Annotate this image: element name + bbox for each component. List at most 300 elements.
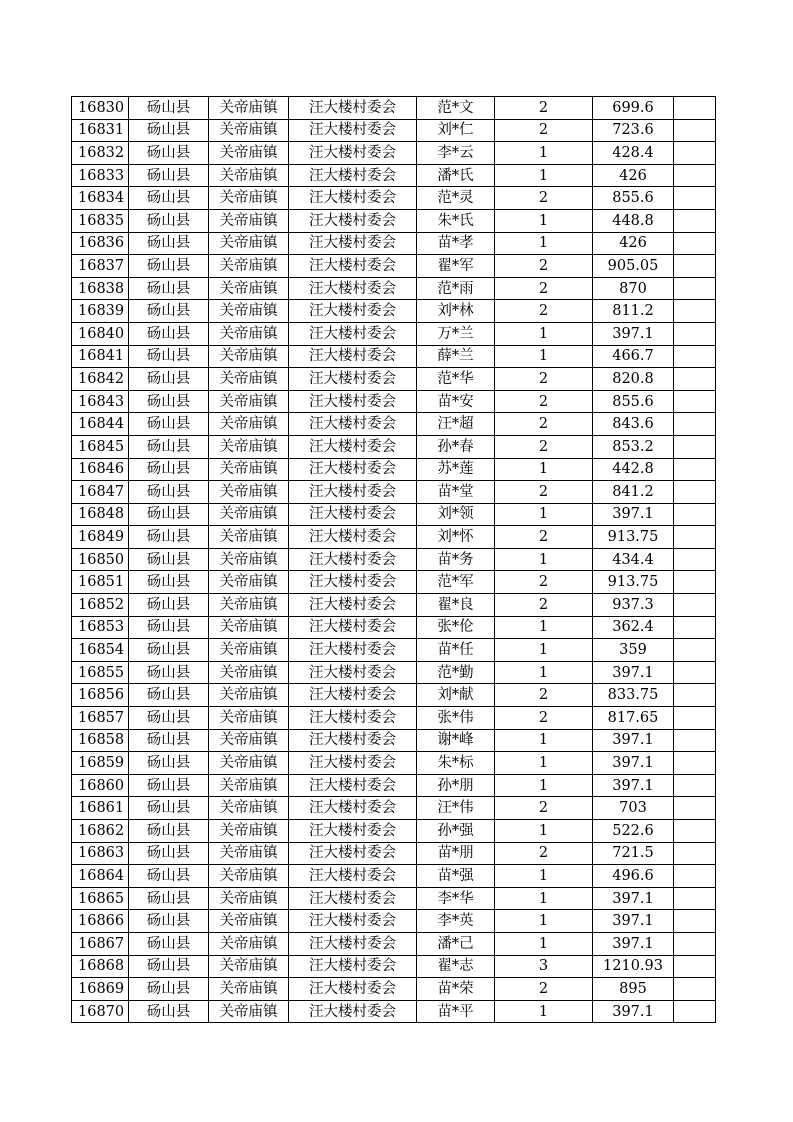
name-cell: 苗*平 <box>417 1000 495 1023</box>
household-size-cell: 1 <box>495 729 593 752</box>
town-cell: 关帝庙镇 <box>209 820 289 843</box>
household-size-cell: 2 <box>495 526 593 549</box>
name-cell: 孙*朋 <box>417 774 495 797</box>
household-size-cell: 2 <box>495 300 593 323</box>
record-id-cell: 16839 <box>72 300 129 323</box>
household-size-cell: 2 <box>495 368 593 391</box>
amount-cell: 841.2 <box>593 481 674 504</box>
village-committee-cell: 汪大楼村委会 <box>289 639 417 662</box>
household-size-cell: 1 <box>495 232 593 255</box>
name-cell: 刘*仁 <box>417 119 495 142</box>
county-cell: 砀山县 <box>129 842 209 865</box>
table-row <box>72 729 716 752</box>
table-row <box>72 119 716 142</box>
table-row <box>72 390 716 413</box>
town-cell: 关帝庙镇 <box>209 639 289 662</box>
village-committee-cell: 汪大楼村委会 <box>289 345 417 368</box>
remark-cell <box>674 639 716 662</box>
town-cell: 关帝庙镇 <box>209 255 289 278</box>
name-cell: 潘*己 <box>417 932 495 955</box>
village-committee-cell: 汪大楼村委会 <box>289 481 417 504</box>
household-size-cell: 1 <box>495 820 593 843</box>
table-row <box>72 932 716 955</box>
village-committee-cell: 汪大楼村委会 <box>289 368 417 391</box>
village-committee-cell: 汪大楼村委会 <box>289 548 417 571</box>
remark-cell <box>674 684 716 707</box>
county-cell: 砀山县 <box>129 390 209 413</box>
county-cell: 砀山县 <box>129 548 209 571</box>
village-committee-cell: 汪大楼村委会 <box>289 164 417 187</box>
town-cell: 关帝庙镇 <box>209 548 289 571</box>
table-row <box>72 322 716 345</box>
town-cell: 关帝庙镇 <box>209 910 289 933</box>
county-cell: 砀山县 <box>129 752 209 775</box>
remark-cell <box>674 752 716 775</box>
county-cell: 砀山县 <box>129 865 209 888</box>
record-id-cell: 16864 <box>72 865 129 888</box>
remark-cell <box>674 119 716 142</box>
county-cell: 砀山县 <box>129 435 209 458</box>
amount-cell: 855.6 <box>593 187 674 210</box>
remark-cell <box>674 865 716 888</box>
name-cell: 刘*领 <box>417 503 495 526</box>
amount-cell: 426 <box>593 232 674 255</box>
village-committee-cell: 汪大楼村委会 <box>289 232 417 255</box>
town-cell: 关帝庙镇 <box>209 481 289 504</box>
amount-cell: 397.1 <box>593 752 674 775</box>
record-id-cell: 16866 <box>72 910 129 933</box>
town-cell: 关帝庙镇 <box>209 277 289 300</box>
county-cell: 砀山县 <box>129 887 209 910</box>
table-row <box>72 481 716 504</box>
remark-cell <box>674 774 716 797</box>
remark-cell <box>674 232 716 255</box>
amount-cell: 362.4 <box>593 616 674 639</box>
remark-cell <box>674 955 716 978</box>
town-cell: 关帝庙镇 <box>209 97 289 120</box>
village-committee-cell: 汪大楼村委会 <box>289 661 417 684</box>
village-committee-cell: 汪大楼村委会 <box>289 571 417 594</box>
table-row <box>72 413 716 436</box>
name-cell: 翟*军 <box>417 255 495 278</box>
remark-cell <box>674 729 716 752</box>
remark-cell <box>674 571 716 594</box>
village-committee-cell: 汪大楼村委会 <box>289 119 417 142</box>
record-id-cell: 16863 <box>72 842 129 865</box>
record-id-cell: 16856 <box>72 684 129 707</box>
record-id-cell: 16861 <box>72 797 129 820</box>
household-size-cell: 1 <box>495 932 593 955</box>
table-row <box>72 752 716 775</box>
amount-cell: 397.1 <box>593 1000 674 1023</box>
remark-cell <box>674 503 716 526</box>
remark-cell <box>674 97 716 120</box>
record-id-cell: 16830 <box>72 97 129 120</box>
town-cell: 关帝庙镇 <box>209 661 289 684</box>
record-id-cell: 16853 <box>72 616 129 639</box>
county-cell: 砀山县 <box>129 616 209 639</box>
amount-cell: 699.6 <box>593 97 674 120</box>
table-row <box>72 164 716 187</box>
town-cell: 关帝庙镇 <box>209 142 289 165</box>
amount-cell: 843.6 <box>593 413 674 436</box>
record-id-cell: 16869 <box>72 978 129 1001</box>
household-size-cell: 2 <box>495 571 593 594</box>
amount-cell: 833.75 <box>593 684 674 707</box>
town-cell: 关帝庙镇 <box>209 187 289 210</box>
table-row <box>72 209 716 232</box>
county-cell: 砀山县 <box>129 571 209 594</box>
record-id-cell: 16832 <box>72 142 129 165</box>
record-id-cell: 16833 <box>72 164 129 187</box>
table-row <box>72 277 716 300</box>
remark-cell <box>674 978 716 1001</box>
village-committee-cell: 汪大楼村委会 <box>289 97 417 120</box>
name-cell: 谢*峰 <box>417 729 495 752</box>
record-id-cell: 16835 <box>72 209 129 232</box>
name-cell: 潘*氏 <box>417 164 495 187</box>
amount-cell: 723.6 <box>593 119 674 142</box>
amount-cell: 397.1 <box>593 910 674 933</box>
county-cell: 砀山县 <box>129 910 209 933</box>
amount-cell: 895 <box>593 978 674 1001</box>
village-committee-cell: 汪大楼村委会 <box>289 594 417 617</box>
remark-cell <box>674 390 716 413</box>
name-cell: 李*英 <box>417 910 495 933</box>
village-committee-cell: 汪大楼村委会 <box>289 255 417 278</box>
amount-cell: 397.1 <box>593 887 674 910</box>
amount-cell: 522.6 <box>593 820 674 843</box>
county-cell: 砀山县 <box>129 481 209 504</box>
village-committee-cell: 汪大楼村委会 <box>289 413 417 436</box>
household-size-cell: 1 <box>495 164 593 187</box>
amount-cell: 442.8 <box>593 458 674 481</box>
county-cell: 砀山县 <box>129 684 209 707</box>
amount-cell: 428.4 <box>593 142 674 165</box>
table-row <box>72 255 716 278</box>
village-committee-cell: 汪大楼村委会 <box>289 142 417 165</box>
record-id-cell: 16834 <box>72 187 129 210</box>
amount-cell: 703 <box>593 797 674 820</box>
household-size-cell: 2 <box>495 435 593 458</box>
county-cell: 砀山县 <box>129 707 209 730</box>
table-row <box>72 548 716 571</box>
record-id-cell: 16844 <box>72 413 129 436</box>
table-row <box>72 955 716 978</box>
name-cell: 苗*荣 <box>417 978 495 1001</box>
village-committee-cell: 汪大楼村委会 <box>289 322 417 345</box>
record-id-cell: 16837 <box>72 255 129 278</box>
county-cell: 砀山县 <box>129 458 209 481</box>
county-cell: 砀山县 <box>129 368 209 391</box>
record-id-cell: 16865 <box>72 887 129 910</box>
village-committee-cell: 汪大楼村委会 <box>289 955 417 978</box>
table-row <box>72 232 716 255</box>
village-committee-cell: 汪大楼村委会 <box>289 752 417 775</box>
name-cell: 范*军 <box>417 571 495 594</box>
table-row <box>72 684 716 707</box>
household-size-cell: 1 <box>495 142 593 165</box>
county-cell: 砀山县 <box>129 413 209 436</box>
name-cell: 苗*任 <box>417 639 495 662</box>
town-cell: 关帝庙镇 <box>209 707 289 730</box>
amount-cell: 359 <box>593 639 674 662</box>
amount-cell: 397.1 <box>593 503 674 526</box>
table-row <box>72 458 716 481</box>
table-row <box>72 142 716 165</box>
remark-cell <box>674 345 716 368</box>
county-cell: 砀山县 <box>129 255 209 278</box>
town-cell: 关帝庙镇 <box>209 345 289 368</box>
amount-cell: 820.8 <box>593 368 674 391</box>
household-size-cell: 1 <box>495 1000 593 1023</box>
household-size-cell: 2 <box>495 413 593 436</box>
town-cell: 关帝庙镇 <box>209 865 289 888</box>
name-cell: 苗*堂 <box>417 481 495 504</box>
record-id-cell: 16836 <box>72 232 129 255</box>
name-cell: 李*云 <box>417 142 495 165</box>
record-id-cell: 16867 <box>72 932 129 955</box>
record-id-cell: 16831 <box>72 119 129 142</box>
household-size-cell: 2 <box>495 842 593 865</box>
county-cell: 砀山县 <box>129 300 209 323</box>
record-id-cell: 16840 <box>72 322 129 345</box>
town-cell: 关帝庙镇 <box>209 978 289 1001</box>
county-cell: 砀山县 <box>129 797 209 820</box>
village-committee-cell: 汪大楼村委会 <box>289 729 417 752</box>
county-cell: 砀山县 <box>129 1000 209 1023</box>
household-size-cell: 1 <box>495 887 593 910</box>
name-cell: 翟*志 <box>417 955 495 978</box>
household-size-cell: 1 <box>495 503 593 526</box>
name-cell: 孙*强 <box>417 820 495 843</box>
household-size-cell: 1 <box>495 639 593 662</box>
table-row <box>72 978 716 1001</box>
record-id-cell: 16850 <box>72 548 129 571</box>
town-cell: 关帝庙镇 <box>209 752 289 775</box>
household-size-cell: 2 <box>495 255 593 278</box>
remark-cell <box>674 526 716 549</box>
town-cell: 关帝庙镇 <box>209 684 289 707</box>
amount-cell: 913.75 <box>593 571 674 594</box>
remark-cell <box>674 255 716 278</box>
table-row <box>72 865 716 888</box>
record-id-cell: 16854 <box>72 639 129 662</box>
name-cell: 范*勤 <box>417 661 495 684</box>
table-row <box>72 616 716 639</box>
county-cell: 砀山县 <box>129 322 209 345</box>
amount-cell: 913.75 <box>593 526 674 549</box>
town-cell: 关帝庙镇 <box>209 164 289 187</box>
remark-cell <box>674 300 716 323</box>
remark-cell <box>674 322 716 345</box>
household-size-cell: 1 <box>495 209 593 232</box>
remark-cell <box>674 932 716 955</box>
amount-cell: 905.05 <box>593 255 674 278</box>
record-id-cell: 16870 <box>72 1000 129 1023</box>
amount-cell: 870 <box>593 277 674 300</box>
village-committee-cell: 汪大楼村委会 <box>289 1000 417 1023</box>
county-cell: 砀山县 <box>129 97 209 120</box>
amount-cell: 811.2 <box>593 300 674 323</box>
remark-cell <box>674 887 716 910</box>
county-cell: 砀山县 <box>129 820 209 843</box>
remark-cell <box>674 548 716 571</box>
town-cell: 关帝庙镇 <box>209 526 289 549</box>
remark-cell <box>674 820 716 843</box>
household-size-cell: 1 <box>495 910 593 933</box>
table-row <box>72 820 716 843</box>
remark-cell <box>674 277 716 300</box>
remark-cell <box>674 164 716 187</box>
name-cell: 苗*务 <box>417 548 495 571</box>
remark-cell <box>674 707 716 730</box>
village-committee-cell: 汪大楼村委会 <box>289 820 417 843</box>
name-cell: 孙*春 <box>417 435 495 458</box>
village-committee-cell: 汪大楼村委会 <box>289 503 417 526</box>
county-cell: 砀山县 <box>129 594 209 617</box>
county-cell: 砀山县 <box>129 503 209 526</box>
household-size-cell: 3 <box>495 955 593 978</box>
name-cell: 苗*强 <box>417 865 495 888</box>
table-row <box>72 910 716 933</box>
household-size-cell: 2 <box>495 684 593 707</box>
household-size-cell: 1 <box>495 774 593 797</box>
town-cell: 关帝庙镇 <box>209 458 289 481</box>
household-size-cell: 1 <box>495 865 593 888</box>
record-id-cell: 16845 <box>72 435 129 458</box>
county-cell: 砀山县 <box>129 978 209 1001</box>
county-cell: 砀山县 <box>129 526 209 549</box>
name-cell: 朱*标 <box>417 752 495 775</box>
table-row <box>72 797 716 820</box>
town-cell: 关帝庙镇 <box>209 842 289 865</box>
town-cell: 关帝庙镇 <box>209 368 289 391</box>
village-committee-cell: 汪大楼村委会 <box>289 187 417 210</box>
town-cell: 关帝庙镇 <box>209 503 289 526</box>
record-id-cell: 16868 <box>72 955 129 978</box>
amount-cell: 448.8 <box>593 209 674 232</box>
name-cell: 苗*朋 <box>417 842 495 865</box>
county-cell: 砀山县 <box>129 232 209 255</box>
household-size-cell: 2 <box>495 277 593 300</box>
village-committee-cell: 汪大楼村委会 <box>289 684 417 707</box>
amount-cell: 721.5 <box>593 842 674 865</box>
household-size-cell: 1 <box>495 322 593 345</box>
remark-cell <box>674 368 716 391</box>
household-size-cell: 1 <box>495 616 593 639</box>
table-row <box>72 639 716 662</box>
town-cell: 关帝庙镇 <box>209 435 289 458</box>
household-size-cell: 2 <box>495 97 593 120</box>
record-id-cell: 16857 <box>72 707 129 730</box>
record-id-cell: 16849 <box>72 526 129 549</box>
record-id-cell: 16846 <box>72 458 129 481</box>
roster-table-body <box>72 97 716 1023</box>
record-id-cell: 16855 <box>72 661 129 684</box>
town-cell: 关帝庙镇 <box>209 797 289 820</box>
town-cell: 关帝庙镇 <box>209 955 289 978</box>
household-size-cell: 2 <box>495 707 593 730</box>
name-cell: 苗*安 <box>417 390 495 413</box>
table-row <box>72 887 716 910</box>
remark-cell <box>674 1000 716 1023</box>
name-cell: 苗*孝 <box>417 232 495 255</box>
record-id-cell: 16838 <box>72 277 129 300</box>
table-row <box>72 97 716 120</box>
amount-cell: 397.1 <box>593 774 674 797</box>
village-committee-cell: 汪大楼村委会 <box>289 277 417 300</box>
table-row <box>72 571 716 594</box>
remark-cell <box>674 842 716 865</box>
name-cell: 刘*林 <box>417 300 495 323</box>
name-cell: 朱*氏 <box>417 209 495 232</box>
name-cell: 范*灵 <box>417 187 495 210</box>
remark-cell <box>674 142 716 165</box>
village-committee-cell: 汪大楼村委会 <box>289 707 417 730</box>
record-id-cell: 16841 <box>72 345 129 368</box>
village-committee-cell: 汪大楼村委会 <box>289 978 417 1001</box>
record-id-cell: 16860 <box>72 774 129 797</box>
village-committee-cell: 汪大楼村委会 <box>289 865 417 888</box>
name-cell: 李*华 <box>417 887 495 910</box>
county-cell: 砀山县 <box>129 277 209 300</box>
amount-cell: 937.3 <box>593 594 674 617</box>
record-id-cell: 16859 <box>72 752 129 775</box>
remark-cell <box>674 209 716 232</box>
remark-cell <box>674 797 716 820</box>
village-committee-cell: 汪大楼村委会 <box>289 458 417 481</box>
county-cell: 砀山县 <box>129 142 209 165</box>
household-size-cell: 1 <box>495 661 593 684</box>
amount-cell: 855.6 <box>593 390 674 413</box>
table-row <box>72 842 716 865</box>
town-cell: 关帝庙镇 <box>209 887 289 910</box>
remark-cell <box>674 435 716 458</box>
amount-cell: 426 <box>593 164 674 187</box>
county-cell: 砀山县 <box>129 119 209 142</box>
remark-cell <box>674 594 716 617</box>
table-row <box>72 503 716 526</box>
table-row <box>72 594 716 617</box>
household-size-cell: 2 <box>495 797 593 820</box>
household-size-cell: 2 <box>495 594 593 617</box>
name-cell: 汪*伟 <box>417 797 495 820</box>
remark-cell <box>674 910 716 933</box>
county-cell: 砀山县 <box>129 209 209 232</box>
village-committee-cell: 汪大楼村委会 <box>289 616 417 639</box>
remark-cell <box>674 661 716 684</box>
remark-cell <box>674 616 716 639</box>
roster-table <box>71 96 716 1023</box>
amount-cell: 853.2 <box>593 435 674 458</box>
amount-cell: 496.6 <box>593 865 674 888</box>
amount-cell: 397.1 <box>593 729 674 752</box>
town-cell: 关帝庙镇 <box>209 616 289 639</box>
town-cell: 关帝庙镇 <box>209 571 289 594</box>
amount-cell: 397.1 <box>593 661 674 684</box>
table-row <box>72 187 716 210</box>
name-cell: 翟*良 <box>417 594 495 617</box>
county-cell: 砀山县 <box>129 345 209 368</box>
village-committee-cell: 汪大楼村委会 <box>289 209 417 232</box>
village-committee-cell: 汪大楼村委会 <box>289 797 417 820</box>
county-cell: 砀山县 <box>129 661 209 684</box>
county-cell: 砀山县 <box>129 774 209 797</box>
town-cell: 关帝庙镇 <box>209 1000 289 1023</box>
village-committee-cell: 汪大楼村委会 <box>289 390 417 413</box>
record-id-cell: 16843 <box>72 390 129 413</box>
